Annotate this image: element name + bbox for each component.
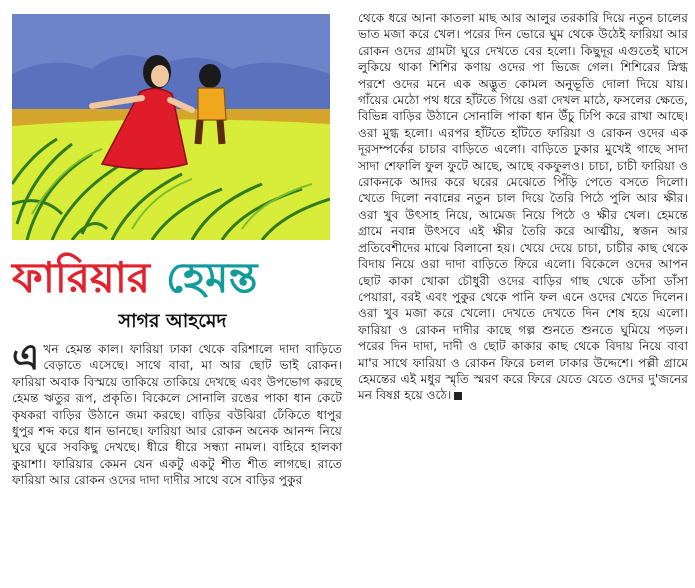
article-body-left	[12, 337, 342, 489]
author-name: সাগর আহমেদ	[118, 310, 227, 332]
article-title	[12, 252, 342, 304]
article-illustration	[12, 14, 330, 240]
right-column-text: থেকে ধরে আনা কাতলা মাছ আর আলুর তরকারি দিয়ে নতুন চালের ভাত মজা করে খেল। পরের দিন ভোরে ঘুম থেকে উঠেই ফারিয়া আর রোকন ওদের গ্রামটা ঘুরে দেখতে বের হলো। কিছুদূর এগুতেই ঘাসে লুকিয়ে থাকা শিশির কণায় ওদের পা ভিজে গেল। শিশিরের স্নিগ্ধ পরশে ওদের মনে এক অদ্ভুত কোমল অনুভূতি দোলা দিয়ে যায়। গাঁয়ের মেঠো পথ ধরে হাঁটতে গিয়ে ওরা দেখল মাঠে, ফসলের ক্ষেতে, বিভিন্ন বাড়ির উঠানে সোনালি পাকা ধান উঁচু ঢিপি করে রাখা আছে। ওরা মুগ্ধ হলো। এরপর হাঁটতে হাঁটতে ফারিয়া ও রোকন ওদের এক দূরসম্পর্কের চাচার বাড়িতে এলো। বাড়িতে ঢুকার মুখেই গাছে সাদা সাদা শেফালি ফুল ফুটে আছে, আছে বকফুলও। চাচা, চাচী ফারিয়া ও রোকনকে আদর করে ঘরের মেঝেতে পিঁড়ি পেতে বসতে দিলো। খেতে দিলো নবান্নের নতুন চাল দিয়ে তৈরি পিঠে পুলি আর ক্ষীর। ওরা খুব উৎসাহ নিয়ে, আমেজ নিয়ে পিঠে ও ক্ষীর খেল। হেমন্তে গ্রামে নবান্ন উৎসবে এই ক্ষীর তৈরি করে আত্মীয়, স্বজন আর প্রতিবেশীদের মাঝে বিলানো হয়। খেয়ে দেয়ে চাচা, চাচীর কাছ থেকে বিদায় নিয়ে ওরা দাদা বাড়িতে ফিরে এলো। বিকেলে ওদের আপন ছোট কাকা খোকা চৌধুরী ওদের বাড়ির গাছ থেকে ডাঁসা ডাঁসা পেয়ারা, বরই এবং পুকুর থেকে পানি ফল এনে ওদের খেতে দিলেন। ওরা খুব মজা করে খেলো। দেখতে দেখতে দিন শেষ হয়ে এলো। ফারিয়া ও রোকন দাদীর কাছে গল্প শুনতে শুনতে ঘুমিয়ে পড়ল। পরের দিন দাদা, দাদী ও ছোট কাকার কাছ থেকে বিদায় নিয়ে বাবা মা'র সাথে ফারিয়া ও রোকন ফিরে চলল ঢাকার উদ্দেশে। পল্লী গ্রামে হেমন্তের এই মধুর স্মৃতি স্মরণ করে ফিরে যেতে যেতে ওদের দু'জনের মন বিষণ্ণ হয়ে ওঠে।	[358, 11, 688, 403]
drop-cap: এ	[12, 337, 40, 378]
article-body-right	[358, 10, 688, 404]
end-mark-icon	[454, 392, 462, 400]
title-word-2: হেমন্ত	[166, 253, 258, 302]
title-word-1: ফারিয়ার	[12, 253, 151, 302]
left-column-text: খন হেমন্ত কাল। ফারিয়া ঢাকা থেকে বরিশালে দাদা বাড়িতে বেড়াতে এসেছে। সাথে বাবা, মা আর ছোট ভাই রোকন। ফারিয়া অবাক বিস্ময়ে তাকিয়ে তাকিয়ে দেখছে এবং উপভোগ করছে হেমন্ত ঋতুর রূপ, প্রকৃতি। বিকেলে সোনালি রঙের পাকা ধান কেটে কৃষকরা বাড়ির উঠানে জমা করছে। বাড়ির বউঝিরা ঢেঁকিতে ধাপুর ধুপুর শব্দ করে ধান ভানছে। ফারিয়া আর রোকন অনেক আনন্দ নিয়ে ঘুরে ঘুরে সবকিছু দেখছে। ধীরে ধীরে সন্ধ্যা নামল। বাহিরে হালকা কুয়াশা। ফারিয়ার কেমন যেন একটু একটু শীত শীত লাগছে। রাতে ফারিয়া আর রোকন ওদের দাদা দাদীর সাথে বসে বাড়ির পুকুর	[12, 342, 342, 488]
